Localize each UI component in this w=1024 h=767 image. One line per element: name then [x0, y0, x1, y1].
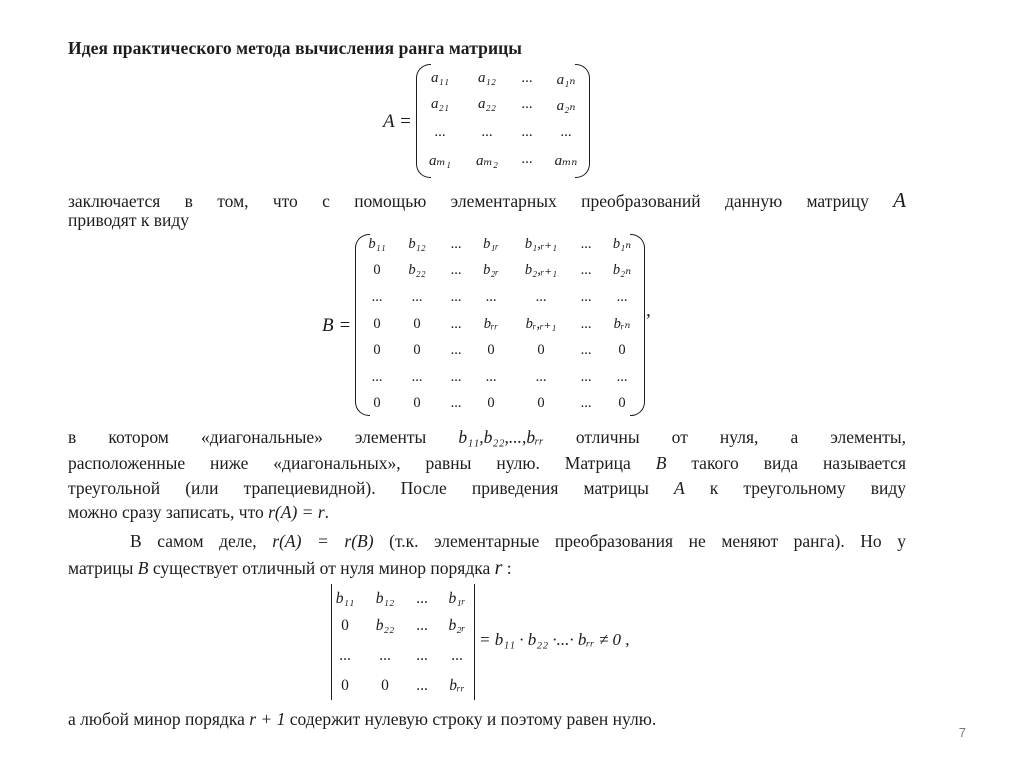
matrix-b-cell-r2-c4: b₂ᵣ — [483, 262, 499, 278]
para3-line1: В самом деле, r(A) = r(B) (т.к. элементарные преобразования не меняют ранга). Но у — [130, 531, 906, 551]
matrix-a-cell-r1-c3: ... — [521, 70, 533, 86]
matrix-b-cell-r6-c4: ... — [485, 369, 497, 385]
determinant-right-bar — [474, 584, 475, 700]
determinant-cell-r1-c4: b₁ᵣ — [448, 590, 466, 607]
matrix-b-cell-r6-c1: ... — [371, 369, 383, 385]
matrix-b-cell-r3-c7: ... — [616, 289, 628, 305]
matrix-b-left-paren — [355, 234, 370, 416]
matrix-a-cell-r1-c4: a₁ₙ — [556, 72, 576, 88]
matrix-b-cell-r5-c6: ... — [580, 342, 592, 358]
para2-line2: расположенные ниже «диагональных», равны нулю. Матрица B такого вида называется — [68, 453, 906, 473]
matrix-b-cell-r1-c7: b₁ₙ — [612, 236, 632, 252]
matrix-b-cell-r4-c1: 0 — [373, 316, 381, 332]
matrix-b-cell-r3-c3: ... — [450, 289, 462, 305]
matrix-b-cell-r2-c5: b₂,ᵣ₊₁ — [524, 262, 558, 278]
matrix-b-cell-r1-c1: b₁₁ — [368, 236, 386, 252]
page-number: 7 — [958, 725, 966, 740]
determinant-cell-r1-c3: ... — [416, 590, 428, 607]
matrix-b-cell-r6-c3: ... — [450, 369, 462, 385]
matrix-b-cell-r3-c5: ... — [535, 289, 547, 305]
matrix-b-cell-r4-c2: 0 — [413, 316, 421, 332]
matrix-b-cell-r7-c7: 0 — [618, 395, 626, 411]
matrix-b-comma: , — [646, 300, 651, 321]
matrix-a-cell-r4-c4: aₘₙ — [554, 153, 578, 169]
determinant-cell-r2-c3: ... — [416, 617, 428, 634]
matrix-b-cell-r5-c4: 0 — [487, 342, 495, 358]
matrix-b-cell-r4-c7: bᵣₙ — [613, 316, 631, 332]
matrix-b-cell-r5-c2: 0 — [413, 342, 421, 358]
determinant-cell-r3-c3: ... — [416, 647, 428, 664]
matrix-b-label: B = — [322, 315, 352, 336]
matrix-b-cell-r7-c1: 0 — [373, 395, 381, 411]
matrix-a-cell-r1-c2: a₁₂ — [478, 70, 496, 86]
determinant-cell-r1-c2: b₁₂ — [375, 590, 395, 607]
matrix-a-cell-r1-c1: a₁₁ — [431, 70, 449, 86]
matrix-b-cell-r5-c1: 0 — [373, 342, 381, 358]
matrix-b-cell-r4-c4: bᵣᵣ — [483, 316, 499, 332]
matrix-b-cell-r3-c2: ... — [411, 289, 423, 305]
matrix-b-cell-r4-c5: bᵣ,ᵣ₊₁ — [525, 316, 557, 332]
matrix-a-cell-r2-c2: a₂₂ — [478, 96, 496, 112]
matrix-b-cell-r1-c6: ... — [580, 236, 592, 252]
matrix-a-cell-r4-c3: ... — [521, 151, 533, 167]
matrix-b-cell-r2-c1: 0 — [373, 262, 381, 278]
matrix-b-cell-r2-c7: b₂ₙ — [612, 262, 632, 278]
para2-line3: треугольной (или трапециевидной). После приведения матрицы A к треугольному виду — [68, 478, 906, 498]
matrix-b-cell-r7-c5: 0 — [537, 395, 545, 411]
matrix-a-cell-r2-c3: ... — [521, 96, 533, 112]
matrix-b-cell-r5-c7: 0 — [618, 342, 626, 358]
matrix-b-cell-r6-c2: ... — [411, 369, 423, 385]
matrix-b-cell-r3-c4: ... — [485, 289, 497, 305]
matrix-b-cell-r7-c3: ... — [450, 395, 462, 411]
para2-line1: в котором «диагональные» элементы b₁₁,b₂₂,...,bᵣᵣ отличны от нуля, а элементы, — [68, 427, 907, 447]
matrix-b-cell-r5-c3: ... — [450, 342, 462, 358]
matrix-b-cell-r7-c2: 0 — [413, 395, 421, 411]
determinant-cell-r1-c1: b₁₁ — [335, 590, 355, 607]
matrix-b-cell-r3-c6: ... — [580, 289, 592, 305]
determinant-cell-r4-c3: ... — [416, 677, 428, 694]
page-title: Идея практического метода вычисления ранга матрицы — [68, 38, 523, 58]
determinant-cell-r3-c1: ... — [339, 647, 351, 664]
matrix-b-cell-r2-c3: ... — [450, 262, 462, 278]
matrix-b-cell-r1-c2: b₁₂ — [408, 236, 426, 252]
determinant-cell-r2-c4: b₂ᵣ — [448, 617, 466, 634]
determinant-left-bar — [331, 584, 332, 700]
determinant-result: = b₁₁ · b₂₂ ·...· bᵣᵣ ≠ 0 , — [479, 630, 630, 649]
determinant-cell-r3-c4: ... — [451, 647, 463, 664]
matrix-a-label: A = — [383, 111, 412, 132]
matrix-a-cell-r3-c1: ... — [434, 124, 446, 140]
para1-line1: заключается в том, что с помощью элементарных преобразований данную матрицу A — [68, 188, 906, 212]
matrix-a-cell-r4-c2: aₘ₂ — [476, 153, 498, 169]
determinant-cell-r4-c4: bᵣᵣ — [449, 677, 465, 694]
determinant-cell-r2-c2: b₂₂ — [375, 617, 395, 634]
matrix-b-cell-r6-c5: ... — [535, 369, 547, 385]
matrix-b-cell-r1-c5: b₁,ᵣ₊₁ — [524, 236, 558, 252]
determinant-cell-r4-c2: 0 — [381, 677, 389, 694]
matrix-b-cell-r5-c5: 0 — [537, 342, 545, 358]
determinant-cell-r2-c1: 0 — [341, 617, 349, 634]
matrix-b-cell-r6-c6: ... — [580, 369, 592, 385]
para3-line2: матрицы B существует отличный от нуля минор порядка r : — [68, 557, 512, 579]
matrix-b-cell-r2-c2: b₂₂ — [408, 262, 426, 278]
final-line: а любой минор порядка r + 1 содержит нулевую строку и поэтому равен нулю. — [68, 709, 657, 729]
matrix-b-cell-r2-c6: ... — [580, 262, 592, 278]
matrix-b-right-paren — [630, 234, 645, 416]
para2-line4: можно сразу записать, что r(A) = r. — [68, 502, 330, 522]
matrix-a-cell-r3-c2: ... — [481, 124, 493, 140]
determinant-cell-r4-c1: 0 — [341, 677, 349, 694]
matrix-b-cell-r1-c3: ... — [450, 236, 462, 252]
determinant-cell-r3-c2: ... — [379, 647, 391, 664]
matrix-b-cell-r3-c1: ... — [371, 289, 383, 305]
matrix-b-cell-r4-c3: ... — [450, 316, 462, 332]
matrix-a-cell-r2-c1: a₂₁ — [431, 96, 449, 112]
matrix-b-cell-r6-c7: ... — [616, 369, 628, 385]
para1-line2: приводят к виду — [68, 210, 190, 230]
matrix-b-cell-r4-c6: ... — [580, 316, 592, 332]
matrix-a-cell-r2-c4: a₂ₙ — [556, 98, 576, 114]
matrix-b-cell-r7-c4: 0 — [487, 395, 495, 411]
matrix-b-cell-r7-c6: ... — [580, 395, 592, 411]
matrix-a-cell-r3-c4: ... — [560, 124, 572, 140]
matrix-a-cell-r3-c3: ... — [521, 124, 533, 140]
matrix-a-cell-r4-c1: aₘ₁ — [429, 153, 451, 169]
matrix-b-cell-r1-c4: b₁ᵣ — [483, 236, 499, 252]
